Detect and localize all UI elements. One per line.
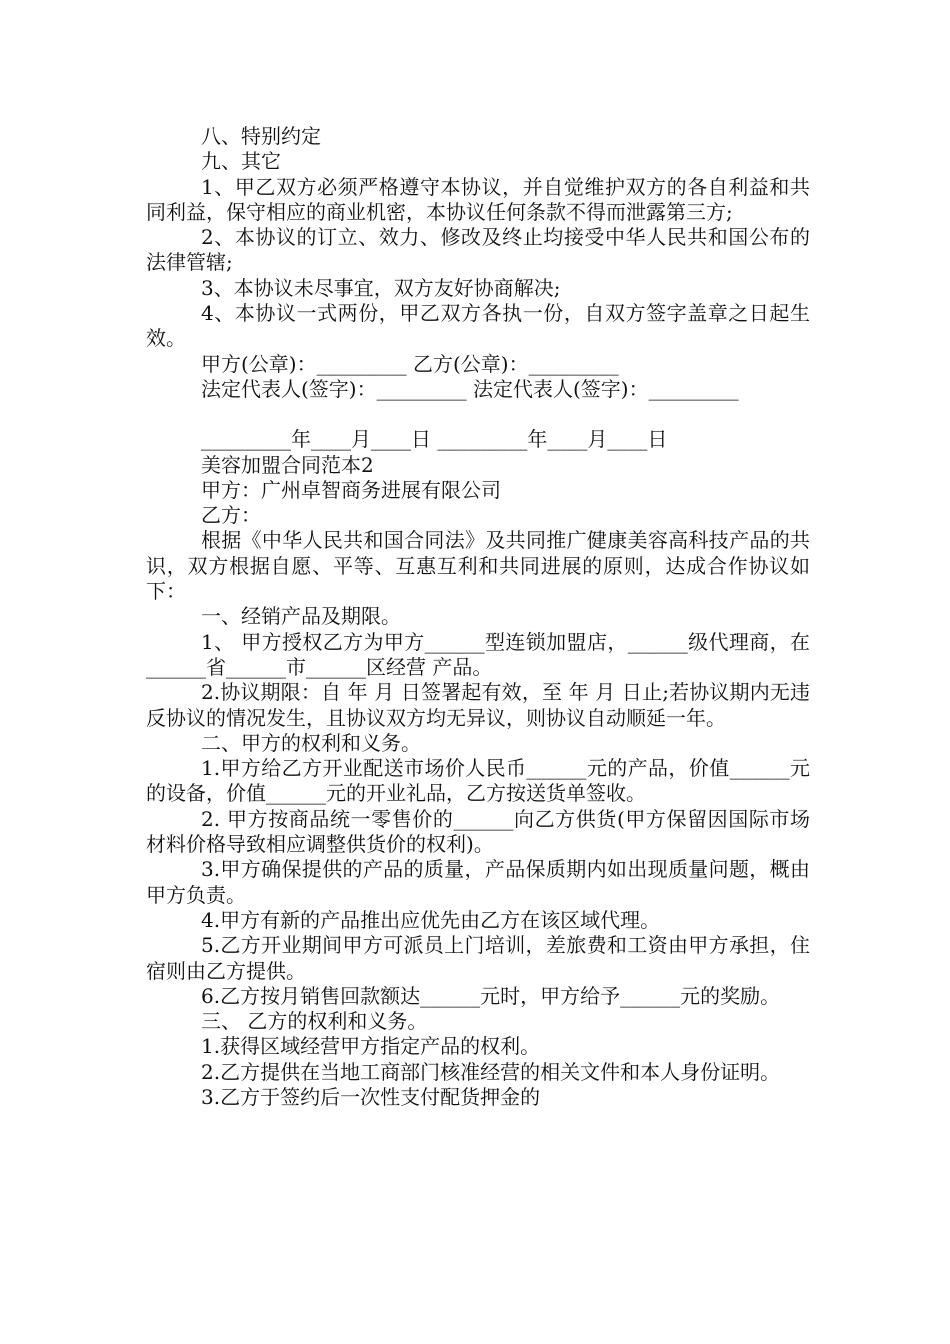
date-line: _________年____月____日 _________年____月____日 (201, 427, 668, 452)
blank-line (146, 402, 810, 427)
clause-paragraph: 3.甲方确保提供的产品的质量，产品保质期内如出现质量问题，概由甲方负责。 (146, 857, 810, 907)
clause-paragraph: 1.获得区域经营甲方指定产品的权利。 (201, 1034, 541, 1059)
party-b: 乙方： (201, 503, 261, 528)
document-body (146, 124, 810, 1110)
section-heading: 八、特别约定 (201, 124, 321, 148)
clause-paragraph: 3.乙方于签约后一次性支付配货押金的 (201, 1084, 541, 1109)
clause-paragraph: 4、本协议一式两份，甲乙双方各执一份，自双方签字盖章之日起生效。 (146, 301, 810, 351)
signature-line: 甲方(公章)：_________ 乙方(公章)：_________ (201, 351, 619, 376)
clause-paragraph: 6.乙方按月销售回款额达______元时，甲方给予______元的奖励。 (201, 983, 781, 1008)
section-heading: 三、 乙方的权利和义务。 (201, 1009, 428, 1034)
clause-paragraph: 1、甲乙双方必须严格遵守本协议，并自觉维护双方的各自利益和共同利益，保守相应的商业机密，本协议任何条款不得而泄露第三方; (146, 174, 810, 224)
clause-paragraph: 2. 甲方按商品统一零售价的______向乙方供货(甲方保留因国际市场材料价格导致相应调整供货价的权利)。 (146, 806, 810, 857)
preamble-paragraph: 根据《中华人民共和国合同法》及共同推广健康美容高科技产品的共识，双方根据自愿、平等、互惠互利和共同进展的原则，达成合作协议如下： (146, 528, 810, 604)
section-heading: 二、甲方的权利和义务。 (201, 730, 421, 755)
section-heading: 九、其它 (201, 149, 281, 174)
clause-paragraph: 3、本协议未尽事宜，双方友好协商解决; (201, 275, 561, 300)
clause-paragraph: 2.协议期限：自 年 月 日签署起有效，至 年 月 日止;若协议期内无违反协议的情况发生，且协议双方均无异议，则协议自动顺延一年。 (146, 680, 810, 730)
section-heading: 一、经销产品及期限。 (201, 604, 401, 629)
clause-paragraph: 1.甲方给乙方开业配送市场价人民币______元的产品，价值______元的设备，价值______元的开业礼品，乙方按送货单签收。 (146, 756, 810, 806)
clause-paragraph: 5.乙方开业期间甲方可派员上门培训，差旅费和工资由甲方承担，住宿则由乙方提供。 (146, 933, 810, 983)
document-title: 美容加盟合同范本2 (201, 452, 374, 477)
signature-line: 法定代表人(签字)：_________ 法定代表人(签字)：_________ (201, 376, 739, 401)
party-a: 甲方：广州卓智商务进展有限公司 (201, 477, 501, 502)
clause-paragraph: 1、 甲方授权乙方为甲方______型连锁加盟店，______级代理商，在______省______市______区经营 产品。 (146, 629, 810, 679)
clause-paragraph: 2、本协议的订立、效力、修改及终止均接受中华人民共和国公布的法律管辖; (146, 225, 810, 275)
clause-paragraph: 2.乙方提供在当地工商部门核准经营的相关文件和本人身份证明。 (201, 1059, 781, 1084)
clause-paragraph: 4.甲方有新的产品推出应优先由乙方在该区域代理。 (201, 907, 661, 932)
